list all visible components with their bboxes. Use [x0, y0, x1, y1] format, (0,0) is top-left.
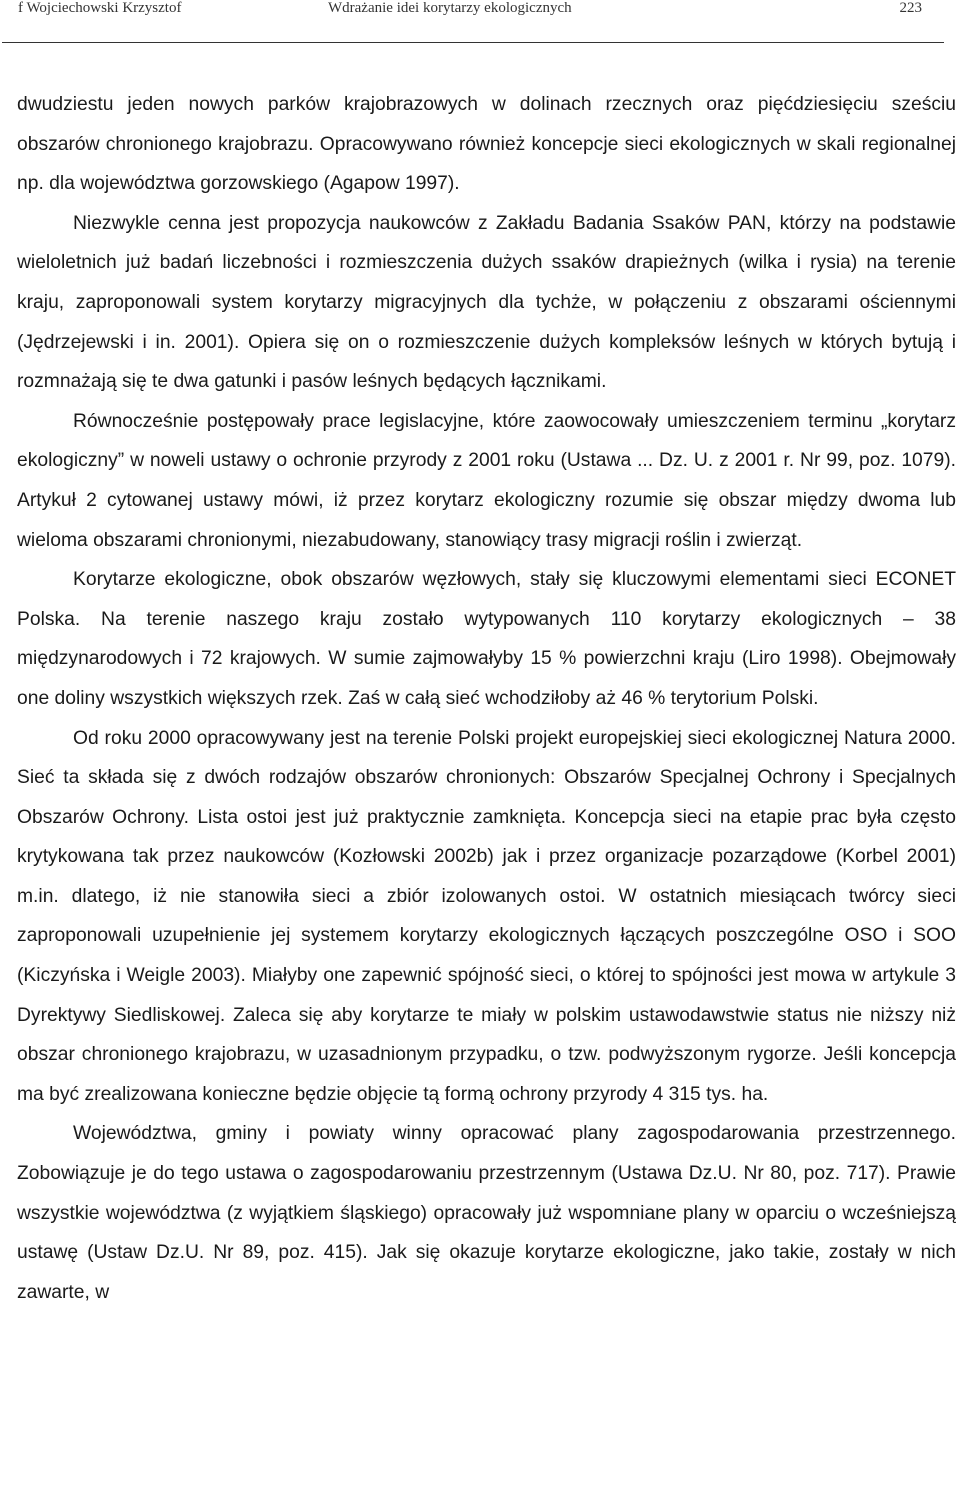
paragraph: Województwa, gminy i powiaty winny opracować plany zagospodarowania przestrzennego. Zobowiązuje je do tego ustawa o zagospodarowaniu przestrzennym (Ustawa Dz.U. Nr 80, poz. 717). Prawie wszystkie województwa (z wyjątkiem śląskiego) opracowały już wspomniane plany w oparciu o wcześniejszą ustawę (Ustaw Dz.U. Nr 89, poz. 415). Jak się okazuje korytarze ekologiczne, jako takie, zostały w nich zawarte, w [17, 1123, 956, 1303]
paragraph: Od roku 2000 opracowywany jest na terenie Polski projekt europejskiej sieci ekologicznej Natura 2000. Sieć ta składa się z dwóch rodzajów obszarów chronionych: Obszarów Specjalnej Ochrony i Specjalnych Obszarów Ochrony. Lista ostoi jest już praktycznie zamknięta. Koncepcja sieci na etapie prac była często krytykowana tak przez naukowców (Kozłowski 2002b) jak i przez organizacje pozarządowe (Korbel 2001) m.in. dlatego, iż nie stanowiła sieci a zbiór izolowanych ostoi. W ostatnich miesiącach twórcy sieci zaproponowali uzupełnienie jej systemem korytarzy ekologicznych łączących poszczególne OSO i SOO (Kiczyńska i Weigle 2003). Miałyby one zapewnić spójność sieci, o której to spójności jest mowa w artykule 3 Dyrektywy Siedliskowej. Zaleca się aby korytarze te miały w polskim ustawodawstwie status nie niższy niż obszar chronionego krajobrazu, w uzasadnionym przypadku, o tzw. podwyższonym rygorze. Jeśli koncepcja ma być zrealizowana konieczne będzie objęcie tą formą ochrony przyrody 4 315 tys. ha. [17, 727, 956, 1105]
header-divider [2, 42, 944, 43]
running-header [0, 0, 960, 22]
body-text [17, 85, 956, 1312]
paragraph: Równocześnie postępowały prace legislacyjne, które zaowocowały umieszczeniem terminu „korytarz ekologiczny” w noweli ustawy o ochronie przyrody z 2001 roku (Ustawa ... Dz. U. z 2001 r. Nr 99, poz. 1079). Artykuł 2 cytowanej ustawy mówi, iż przez korytarz ekologiczny rozumie się obszar między dwoma lub wieloma obszarami chronionymi, niezabudowany, stanowiący trasy migracji roślin i zwierząt. [17, 410, 956, 551]
header-title: Wdrażanie idei korytarzy ekologicznych [328, 0, 572, 16]
paragraph: Niezwykle cenna jest propozycja naukowców z Zakładu Badania Ssaków PAN, którzy na podstawie wieloletnich już badań liczebności i rozmieszczenia dużych ssaków drapieżnych (wilka i rysia) na terenie kraju, zaproponowali system korytarzy migracyjnych dla tychże, w połączeniu z obszarami ościennymi (Jędrzejewski i in. 2001). Opiera się on o rozmieszczenie dużych kompleksów leśnych w których bytują i rozmnażają się te dwa gatunki i pasów leśnych będących łącznikami. [17, 212, 956, 393]
paragraph: Korytarze ekologiczne, obok obszarów węzłowych, stały się kluczowymi elementami sieci ECONET Polska. Na terenie naszego kraju zostało wytypowanych 110 korytarzy ekologicznych – 38 międzynarodowych i 72 krajowych. W sumie zajmowałyby 15 % powierzchni kraju (Liro 1998). Obejmowały one doliny wszystkich większych rzek. Zaś w całą sieć wchodziłoby aż 46 % terytorium Polski. [17, 569, 956, 709]
header-author: f Wojciechowski Krzysztof [18, 0, 182, 16]
paragraph-continuation: dwudziestu jeden nowych parków krajobrazowych w dolinach rzecznych oraz pięćdziesięciu sześciu obszarów chronionego krajobrazu. Opracowywano również koncepcje sieci ekologicznych w skali regionalnej np. dla województwa gorzowskiego (Agapow 1997). [17, 94, 956, 195]
page-number: 223 [899, 0, 922, 16]
